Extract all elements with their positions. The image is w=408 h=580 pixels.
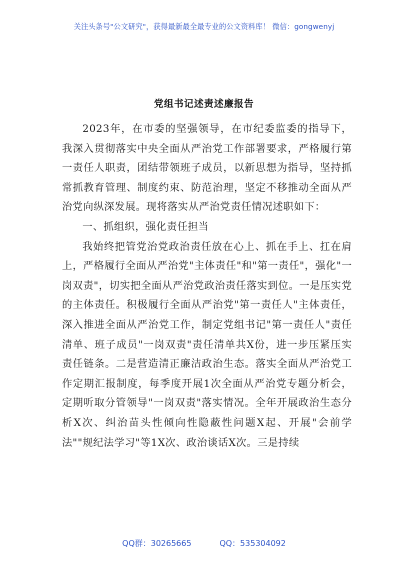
- paragraph-intro: 2023年，在市委的坚强领导，在市纪委监委的指导下，我深入贯彻落实中央全面从严治党工作部署要求，严格履行第一责任人职责，团结带领班子成员，以新思想为指导，坚持抓常抓教育管理、制度约束、防范治理，坚定不移推动全面从严治党向纵深发展。现将落实从严治党责任情况述职如下：: [62, 124, 352, 214]
- paragraph-section-1: 我始终把管党治党政治责任放在心上、抓在手上、扛在肩上，严格履行全面从严治党"主体责任"和"第一责任"，强化"一岗双责"，切实把全面从严治党政治责任落实到位。一是压实党的主体责任。积极履行全面从严治党"第一责任人"主体责任，深入推进全面从严治党工作，制定党组书记"第一责任人"责任清单、班子成员"一岗双责"责任清单共X份，进一步压紧压实责任链条。二是营造清正廉洁政治生态。落实全面从严治党工作定期汇报制度，每季度开展1次全面从严治党专题分析会，定期听取分管领导"一岗双责"落实情况。全年开展政治生态分析X次、纠治苗头性倾向性隐蔽性问题X起、开展"会前学法""规纪法学习"等1X次、政治谈话X次。三是持续: [62, 241, 352, 449]
- footer-qq-group: QQ群：30265665: [122, 539, 192, 548]
- footer-contact: [0, 538, 408, 549]
- header-promo-note: 关注头条号"公文研究"，获得最新最全最专业的公文资料库！ 微信：gongwenyj: [73, 22, 335, 31]
- document-body: [62, 120, 352, 453]
- footer-qq-number: QQ：535304092: [219, 539, 286, 548]
- section-heading-1: 一、抓组织，强化责任担当: [82, 221, 209, 233]
- document-title: 党组书记述责述廉报告: [153, 99, 254, 110]
